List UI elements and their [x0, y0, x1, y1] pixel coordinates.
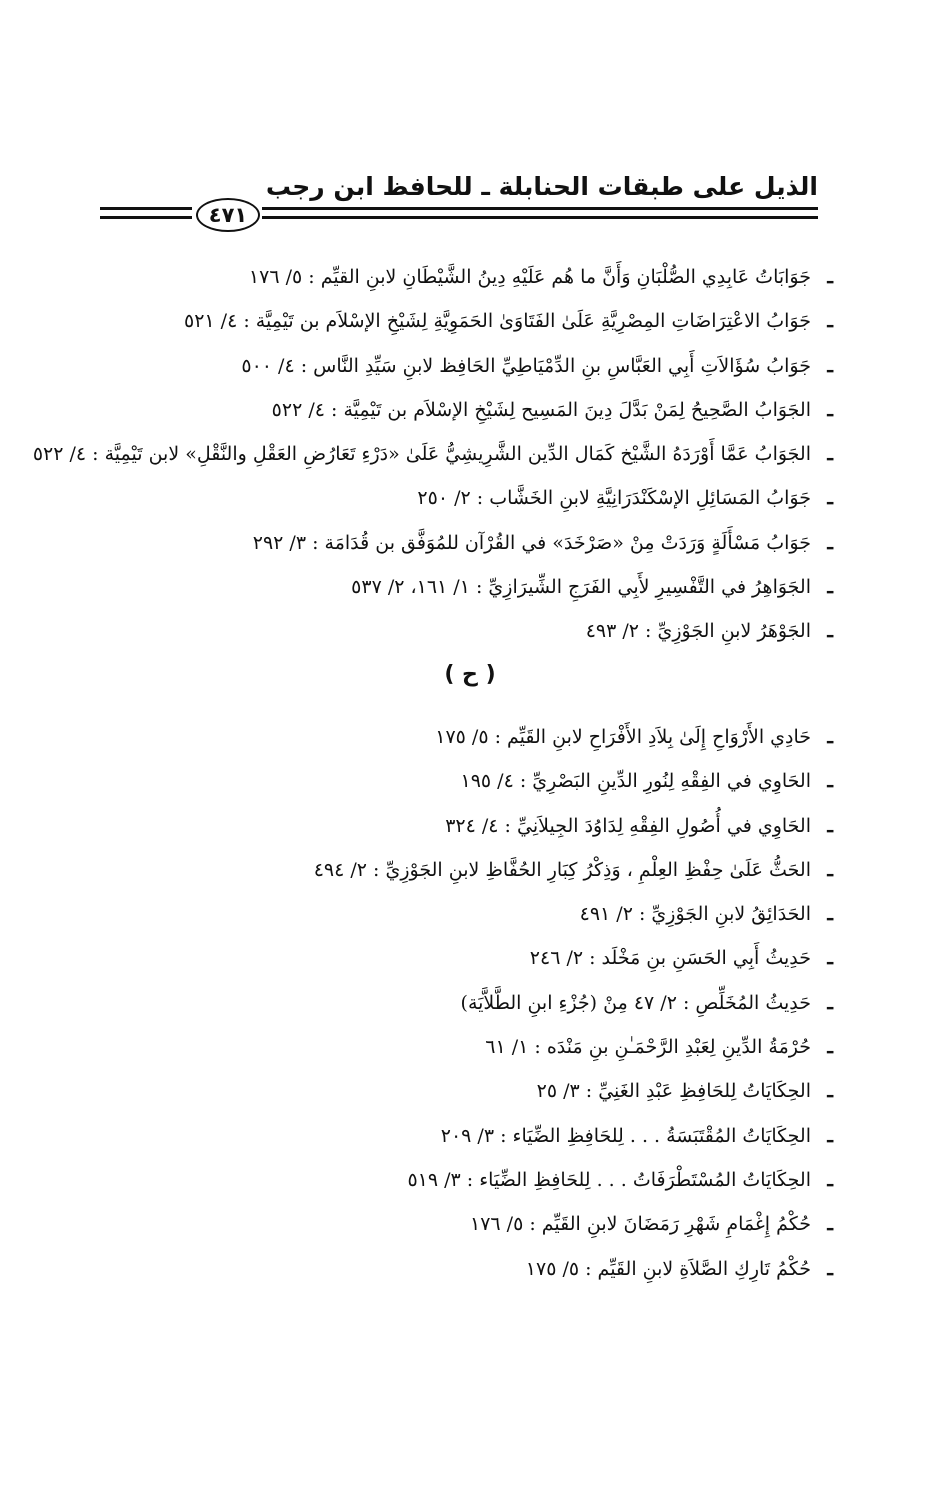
- index-entry-text: الحِكَايَاتُ المُسْتَطْرَفَاتُ . . . لِلحَافِظِ الضِّيَاء : ٣/ ٥١٩: [407, 1168, 811, 1191]
- index-entry-text: الحَثُّ عَلَىٰ حِفْظِ العِلْمِ ، وَذِكْرُ كِبَارِ الحُفَّاظِ لابنِ الجَوْزِيِّ : ٢/ ٤٩٤: [313, 858, 811, 881]
- list-marker: ـ: [827, 726, 833, 748]
- list-marker: ـ: [827, 443, 833, 466]
- index-entry-text: حُكْمُ تَارِكِ الصَّلاَةِ لابنِ القَيِّم : ٥/ ١٧٥: [525, 1257, 811, 1280]
- index-entry: [33, 609, 833, 653]
- index-entry-text: الجَوَاهِرُ في التَّفْسِيرِ لأَبِي الفَرَجِ الشِّيرَازِيِّ : ١/ ١٦١، ٢/ ٥٣٧: [351, 576, 811, 599]
- list-marker: ـ: [827, 1036, 833, 1059]
- index-entry-text: حَادِي الأَرْوَاحِ إِلَىٰ بِلاَدِ الأَفْرَاحِ لابنِ القَيِّم : ٥/ ١٧٥: [435, 726, 811, 748]
- index-entry: [33, 565, 833, 609]
- list-marker: ـ: [827, 398, 833, 421]
- index-entry: [314, 1025, 833, 1069]
- list-marker: ـ: [827, 770, 833, 793]
- index-entry: [314, 1202, 833, 1246]
- list-marker: ـ: [827, 903, 833, 926]
- section-heading-ha: ( ح ): [444, 662, 496, 687]
- list-marker: ـ: [827, 1257, 833, 1280]
- index-entry: [314, 981, 833, 1025]
- list-marker: ـ: [827, 991, 833, 1014]
- index-entry: [33, 344, 833, 388]
- index-entry-text: الحَاوِي في الفِقْهِ لِنُورِ الدِّينِ البَصْرِيِّ : ٤/ ١٩٥: [460, 770, 811, 793]
- index-entry-text: حُكْمُ إِغْمَامِ شَهْرِ رَمَضَانَ لابنِ القَيِّم : ٥/ ١٧٦: [470, 1213, 811, 1236]
- header-rule-right: [262, 207, 818, 219]
- index-entry: [314, 804, 833, 848]
- index-entry-text: الحَدَائِقُ لابنِ الجَوْزِيِّ : ٢/ ٤٩١: [579, 903, 811, 926]
- index-entry-text: الجَوْهَرُ لابنِ الجَوْزِيِّ : ٢/ ٤٩٣: [585, 620, 811, 643]
- index-entry: [314, 715, 833, 759]
- index-entry: [314, 759, 833, 803]
- list-marker: ـ: [827, 576, 833, 599]
- header-rule: [100, 198, 818, 234]
- index-entry: [314, 1069, 833, 1113]
- list-marker: ـ: [827, 310, 833, 333]
- index-entries-jim: [33, 255, 833, 654]
- index-entry-text: الحِكَايَاتُ المُقْتَبَسَةُ . . . لِلحَافِظِ الضِّيَاء : ٣/ ٢٠٩: [440, 1124, 811, 1147]
- list-marker: ـ: [827, 814, 833, 837]
- index-entry-text: جَوَابُ الاعْتِرَاضَاتِ المِصْرِيَّةِ عَلَىٰ الفَتَاوَىٰ الحَمَوِيَّةِ لِشَيْخِ الإسْلاَم بن تَيْمِيَّة : ٤/ ٥٢١: [184, 310, 811, 333]
- list-marker: ـ: [827, 531, 833, 554]
- index-entry-text: جَوَابَاتُ عَابِدِي الصُّلْبَانِ وَأَنَّ ما هُم عَلَيْهِ دِينُ الشَّيْطَانِ لابنِ القيِّم : ٥/ ١٧٦: [248, 266, 811, 288]
- index-entry-text: الجَوَابُ الصَّحِيحُ لِمَنْ بَدَّلَ دِينَ المَسِيح لِشَيْخِ الإسْلاَم بن تَيْمِيَّة : ٤/ ٥٢٢: [271, 398, 811, 421]
- list-marker: ـ: [827, 1168, 833, 1191]
- index-entry: [33, 476, 833, 520]
- list-marker: ـ: [827, 1213, 833, 1236]
- list-marker: ـ: [827, 354, 833, 377]
- index-entry: [33, 432, 833, 476]
- index-entry: [314, 1114, 833, 1158]
- list-marker: ـ: [827, 1124, 833, 1147]
- running-title: الذيل على طبقات الحنابلة ـ للحافظ ابن رجب: [265, 172, 818, 201]
- index-entry-text: جَوَابُ المَسَائِلِ الإسْكَنْدَرَانِيَّةِ لابنِ الخَشَّاب : ٢/ ٢٥٠: [417, 487, 811, 510]
- index-entry-text: حَدِيثُ أَبِي الحَسَنِ بنِ مَخْلَد : ٢/ ٢٤٦: [529, 947, 811, 970]
- index-entry: [33, 521, 833, 565]
- index-entry: [33, 388, 833, 432]
- list-marker: ـ: [827, 620, 833, 643]
- index-entry: [314, 848, 833, 892]
- index-entries-ha: [314, 715, 833, 1291]
- index-entry-text: جَوَابُ سُؤَالاَتِ أَبِي العَبَّاسِ بنِ الدِّمْيَاطِيِّ الحَافِظ لابنِ سَيِّدِ النَّاس : ٤/ ٥٠٠: [241, 354, 811, 377]
- list-marker: ـ: [827, 947, 833, 970]
- index-entry-text: حُرْمَةُ الدِّينِ لِعَبْدِ الرَّحْمَـٰنِ بنِ مَنْدَه : ١/ ٦١: [485, 1036, 811, 1059]
- index-entry-text: الجَوَابُ عَمَّا أَوْرَدَهُ الشَّيْخ كَمَال الدِّين الشَّرِيشِيُّ عَلَىٰ «دَرْءِ تَعَارُضِ العَقْلِ والنَّقْلِ» لابن تَيْمِيَّة : ٤/ ٥٢٢: [32, 443, 811, 466]
- index-entry-text: حَدِيثُ المُخَلِّصِ : ٢/ ٤٧ مِنْ (جُزْءِ ابنِ الطَّلاَّيَة): [460, 991, 811, 1014]
- header-rule-left: [100, 207, 192, 219]
- list-marker: ـ: [827, 266, 833, 288]
- index-entry-text: جَوَابُ مَسْأَلَةٍ وَرَدَتْ مِنْ «صَرْخَدَ» في القُرْآن للمُوَفَّق بن قُدَامَة : ٣/ ٢٩٢: [252, 531, 811, 554]
- list-marker: ـ: [827, 858, 833, 881]
- index-entry: [33, 299, 833, 343]
- index-entry: [33, 255, 833, 299]
- index-entry: [314, 1158, 833, 1202]
- index-entry-text: الحِكَايَاتُ لِلحَافِظِ عَبْدِ الغَنِيِّ : ٣/ ٢٥: [536, 1080, 811, 1103]
- index-entry: [314, 936, 833, 980]
- page-number: ٤٧١: [196, 198, 260, 232]
- index-entry: [314, 1247, 833, 1291]
- list-marker: ـ: [827, 1080, 833, 1103]
- index-entry: [314, 892, 833, 936]
- index-entry-text: الحَاوِي في أُصُولِ الفِقْهِ لِدَاوُدَ الجِيلاَنِيِّ : ٤/ ٣٢٤: [445, 814, 811, 837]
- list-marker: ـ: [827, 487, 833, 510]
